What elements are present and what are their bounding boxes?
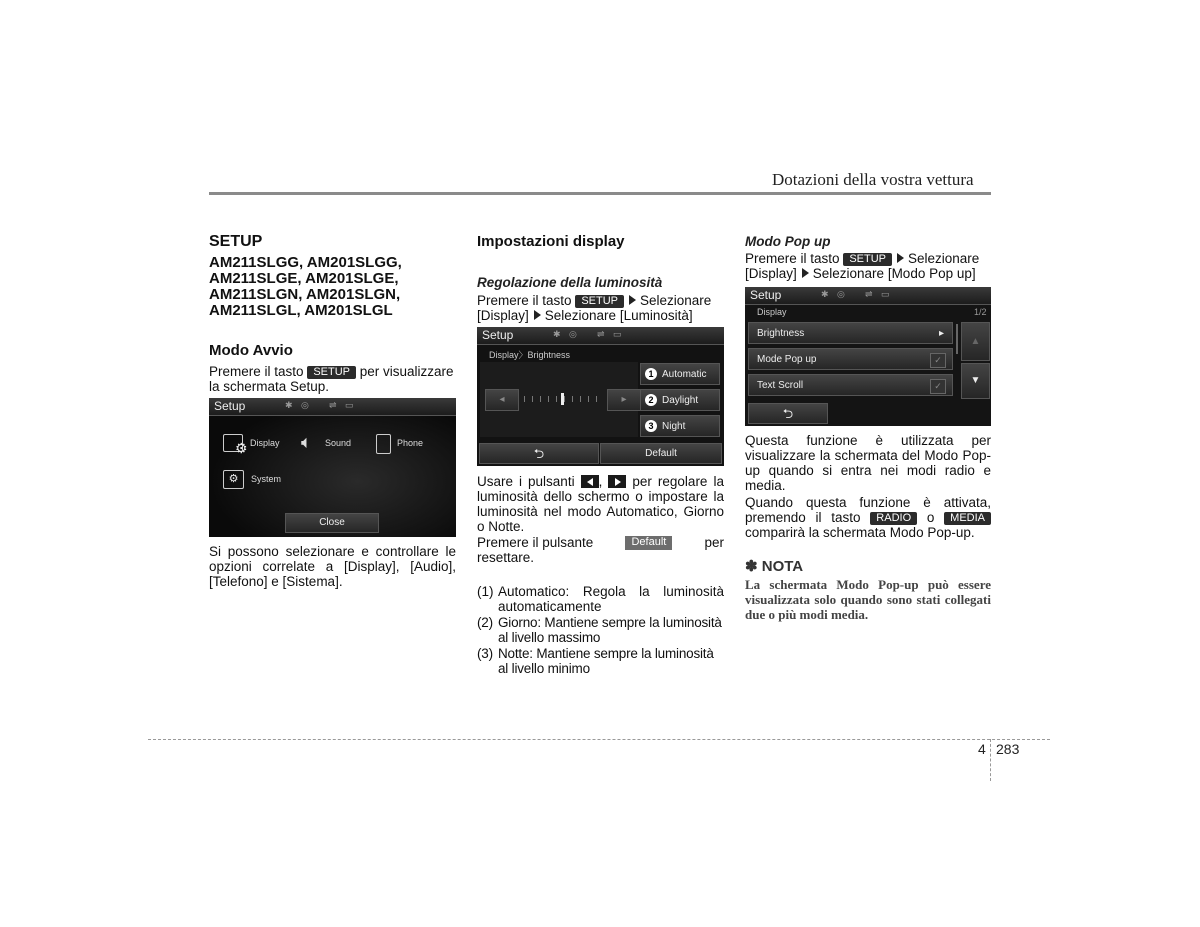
- column-1: [209, 233, 456, 394]
- button-label: Automatic: [662, 369, 707, 380]
- screen-title: Setup: [482, 328, 514, 342]
- text: luminosità dello schermo o impostare la luminosità nel modo Automatico, Giorno o Notte.: [477, 489, 724, 534]
- text: la schermata Setup.: [209, 379, 330, 394]
- header-rule: [209, 192, 991, 195]
- list-item: [477, 615, 724, 645]
- arrow-down-icon: ▼: [970, 375, 981, 386]
- list-item: [477, 646, 724, 676]
- setup-title: SETUP: [209, 233, 263, 250]
- arrow-right-icon: [534, 310, 541, 320]
- display-settings-title: Impostazioni display: [477, 233, 625, 250]
- brightness-screen: [477, 327, 724, 466]
- text: ,: [598, 474, 603, 489]
- text-scroll-row[interactable]: [748, 374, 953, 396]
- gear-icon: ⚙: [235, 440, 248, 456]
- column-3: [745, 234, 991, 281]
- model-line: AM211SLGE, AM201SLGE,: [209, 270, 399, 287]
- row-label: Brightness: [757, 328, 805, 339]
- brightness-instructions: [477, 293, 724, 323]
- display-menu-item[interactable]: [223, 434, 293, 456]
- slider-thumb[interactable]: [561, 393, 564, 405]
- menu-label: System: [251, 474, 282, 484]
- page-indicator: 1/2: [974, 307, 987, 317]
- decrease-button[interactable]: ◂: [485, 389, 519, 411]
- phone-menu-item[interactable]: [376, 434, 436, 456]
- list-text: Notte: Mantiene sempre la luminosità al livello minimo: [498, 646, 714, 676]
- scroll-up-button[interactable]: [961, 322, 990, 361]
- text: comparirà la schermata Modo Pop-up.: [745, 525, 975, 540]
- popup-description: Questa funzione è utilizzata per visualizzare la schermata del Modo Pop-up quando si entra nei modi radio e media.: [745, 433, 991, 493]
- setup-description: Si possono selezionare e controllare le opzioni correlate a [Display], [Audio], [Telefono] e [Sistema].: [209, 544, 456, 589]
- right-arrow-icon: [608, 475, 626, 488]
- screen-title: Setup: [750, 288, 782, 302]
- text: [Display]: [477, 308, 529, 323]
- disc-icon: ◎: [301, 400, 309, 410]
- battery-icon: ▭: [613, 329, 622, 339]
- text: Selezionare [Modo Pop up]: [812, 266, 976, 281]
- modo-avvio-text: [209, 364, 456, 394]
- arrow-right-icon: [629, 295, 636, 305]
- default-key: Default: [625, 536, 672, 550]
- arrow-up-icon: ▲: [970, 336, 981, 347]
- text: Selezionare: [640, 293, 712, 308]
- text: Selezionare [Luminosità]: [544, 308, 693, 323]
- text: resettare.: [477, 550, 535, 565]
- setup-key: SETUP: [307, 366, 356, 379]
- setup-screen: [209, 398, 456, 537]
- bluetooth-icon: ✱: [553, 329, 561, 339]
- list-number: (1): [477, 584, 494, 599]
- modo-avvio-title: Modo Avvio: [209, 342, 293, 359]
- night-button[interactable]: [640, 415, 720, 437]
- back-button[interactable]: [748, 403, 828, 424]
- text: Usare i pulsanti: [477, 474, 575, 489]
- gear-icon: ⚙: [223, 470, 244, 489]
- text: Premere il tasto: [477, 293, 572, 308]
- brightness-slider[interactable]: [524, 394, 600, 404]
- breadcrumb: Display〉Brightness: [489, 350, 571, 360]
- screen-subtitle: Display: [757, 307, 787, 317]
- brightness-subtitle: Regolazione della luminosità: [477, 275, 663, 290]
- setup-key: SETUP: [575, 295, 624, 308]
- number-badge: 2: [645, 394, 657, 406]
- media-key: MEDIA: [944, 512, 991, 525]
- chapter-number: 4: [978, 741, 986, 757]
- arrow-right-icon: [802, 268, 809, 278]
- popup-instructions: [745, 251, 991, 281]
- slider-panel: [480, 362, 638, 437]
- row-label: Text Scroll: [757, 380, 804, 391]
- setup-key: SETUP: [843, 253, 892, 266]
- list-number: (2): [477, 615, 493, 630]
- disc-icon: ◎: [569, 329, 577, 339]
- text: Premere il pulsante: [477, 535, 594, 550]
- daylight-button[interactable]: [640, 389, 720, 411]
- disc-icon: ◎: [837, 289, 845, 299]
- list-text: Automatico: Regola la luminosità automaticamente: [498, 584, 724, 614]
- usb-icon: ⇌: [329, 400, 337, 410]
- bluetooth-icon: ✱: [285, 400, 293, 410]
- button-label: Night: [662, 421, 686, 432]
- text: Premere il tasto: [209, 364, 304, 379]
- display-list-screen: [745, 287, 991, 426]
- menu-label: Sound: [325, 438, 352, 448]
- status-bar: [477, 327, 724, 345]
- usb-icon: ⇌: [597, 329, 605, 339]
- battery-icon: ▭: [345, 400, 354, 410]
- model-line: AM211SLGN, AM201SLGN,: [209, 286, 401, 303]
- text: per visualizzare: [359, 364, 454, 379]
- default-description: [477, 535, 724, 565]
- brightness-row[interactable]: [748, 322, 953, 344]
- brightness-modes-list: [477, 584, 724, 676]
- number-badge: 1: [645, 368, 657, 380]
- text: per regolare la: [632, 474, 724, 489]
- arrow-right-icon: [897, 253, 904, 263]
- checkbox-icon[interactable]: ✓: [930, 379, 946, 394]
- popup-mode-row[interactable]: [748, 348, 953, 370]
- header-title: Dotazioni della vostra vettura: [772, 170, 974, 189]
- buttons-description: [477, 474, 724, 534]
- text: Quando questa funzione è attivata, premendo il tasto: [745, 495, 991, 525]
- column-2: [477, 234, 724, 323]
- menu-label: Display: [250, 438, 280, 448]
- text: [Display]: [745, 266, 797, 281]
- bluetooth-icon: ✱: [821, 289, 829, 299]
- model-line: AM211SLGG, AM201SLGG,: [209, 254, 402, 271]
- button-label: Daylight: [662, 395, 699, 406]
- battery-icon: ▭: [881, 289, 890, 299]
- phone-icon: [376, 434, 391, 454]
- radio-key: RADIO: [870, 512, 917, 525]
- page-number: 283: [996, 741, 1020, 757]
- chevron-right-icon: ▸: [938, 328, 944, 339]
- model-line: AM211SLGL, AM201SLGL: [209, 302, 393, 319]
- automatic-button[interactable]: [640, 363, 720, 385]
- footer-divider: [990, 739, 991, 781]
- number-badge: 3: [645, 420, 657, 432]
- usb-icon: ⇌: [865, 289, 873, 299]
- scroll-down-button[interactable]: [961, 363, 990, 399]
- speaker-icon: 🔈︎: [301, 432, 312, 452]
- menu-label: Phone: [397, 438, 424, 448]
- left-arrow-icon: [581, 475, 599, 488]
- popup-mode-title: Modo Pop up: [745, 234, 831, 249]
- back-icon: ⮌: [782, 406, 794, 421]
- status-bar: [209, 398, 456, 416]
- text: per: [704, 535, 724, 550]
- text: Selezionare: [908, 251, 980, 266]
- list-item: [477, 584, 724, 614]
- status-bar: [745, 287, 991, 305]
- note-body: La schermata Modo Pop-up può essere visualizzata solo quando sono stati collegati due o più modi media.: [745, 577, 991, 622]
- system-menu-item[interactable]: [223, 470, 303, 492]
- increase-button[interactable]: ▸: [607, 389, 641, 411]
- back-icon: ⮌: [533, 446, 545, 461]
- row-label: Mode Pop up: [757, 354, 817, 365]
- default-button[interactable]: Default: [600, 443, 722, 464]
- popup-activation-text: [745, 495, 991, 540]
- close-button[interactable]: Close: [285, 513, 379, 533]
- back-button[interactable]: [479, 443, 599, 464]
- scrollbar[interactable]: [956, 324, 958, 354]
- note-title: ✽ NOTA: [745, 558, 804, 575]
- list-number: (3): [477, 646, 493, 661]
- checkbox-icon[interactable]: ✓: [930, 353, 946, 368]
- list-text: Giorno: Mantiene sempre la luminosità al livello massimo: [498, 615, 722, 645]
- text: Premere il tasto: [745, 251, 840, 266]
- footer-rule: [148, 739, 1050, 740]
- screen-title: Setup: [214, 399, 246, 413]
- text: o: [926, 510, 935, 525]
- sound-menu-item[interactable]: [299, 434, 359, 456]
